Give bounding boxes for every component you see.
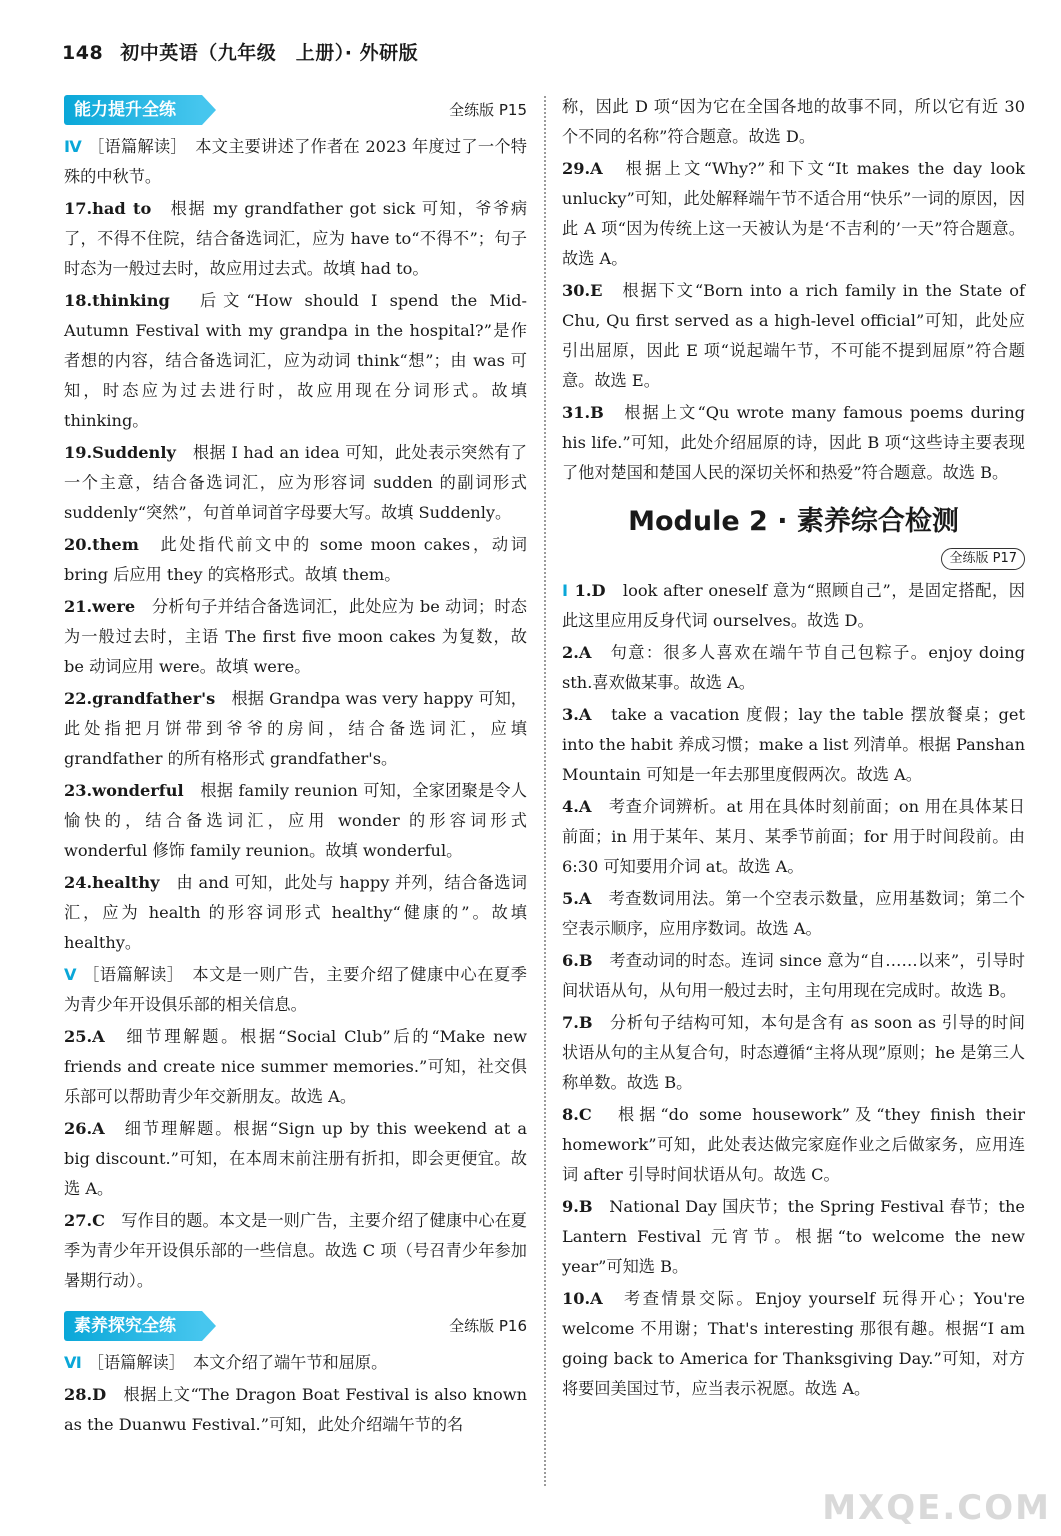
passage-summary: Ⅴ ［语篇解读］ 本文是一则广告，主要介绍了健康中心在夏季为青少年开设俱乐部的相关信息。 <box>64 965 527 1014</box>
column-divider <box>544 96 546 1486</box>
answer-item: 18.thinking 后文“How should I spend the Mid-Autumn Festival with my grandpa in the hospital?”是作者想的内容，结合备选词汇，应为动词 think“想”；由 was 可知，时态应为过去进行时，故应用现在分词形式。故填 thinking。 <box>64 291 527 430</box>
answer-item: 23.wonderful 根据 family reunion 可知，全家团聚是令人愉快的，结合备选词汇，应用 wonder 的形容词形式 wonderful 修饰 family reunion。故填 wonderful。 <box>64 781 527 860</box>
answer-item: 20.them 此处指代前文中的 some moon cakes，动词 bring 后应用 they 的宾格形式。故填 them。 <box>64 535 527 584</box>
section-ref: 全练版 P16 <box>449 1317 527 1335</box>
section-banner: 能力提升全练 <box>64 95 202 125</box>
answer-item: 30.E 根据下文“Born into a rich family in the State of Chu, Qu first served as a high-level official”可知，此处应引出屈原，因此 E 项“说起端午节，不可能不提到屈原”符合题意。故选 E。 <box>562 281 1025 390</box>
answer-item: 22.grandfather's 根据 Grandpa was very happy 可知，此处指把月饼带到爷爷的房间，结合备选词汇，应填 grandfather 的所有格形式 grandfather's。 <box>64 689 527 768</box>
book-title: 初中英语（九年级 上册）· 外研版 <box>120 42 419 64</box>
answer-item: 3.A take a vacation 度假；lay the table 摆放餐桌；get into the habit 养成习惯；make a list 列清单。根据 Panshan Mountain 可知是一年去那里度假两次。故选 A。 <box>562 705 1025 784</box>
section-banner: 素养探究全练 <box>64 1311 202 1341</box>
module-title: Module 2 · 素养综合检测 <box>628 506 959 537</box>
answer-item-continued: 称，因此 D 项“因为它在全国各地的故事不同，所以它有近 30 个不同的名称”符合题意。故选 D。 <box>562 97 1025 146</box>
banner-row-2 <box>64 1308 527 1344</box>
page-header <box>62 38 418 65</box>
answer-item: 26.A 细节理解题。根据“Sign up by this weekend at a big discount.”可知，在本周末前注册有折扣，即会更便宜。故选 A。 <box>64 1119 527 1198</box>
module-ref: 全练版 P17 <box>562 542 1025 572</box>
section-numeral: Ⅰ <box>562 581 569 600</box>
right-column <box>562 92 1025 1406</box>
answer-item: 6.B 考查动词的时态。连词 since 意为“自……以来”，引导时间状语从句，从句用一般过去时，主句用现在完成时。故选 B。 <box>562 951 1025 1000</box>
answer-item: 28.D 根据上文“The Dragon Boat Festival is also known as the Duanwu Festival.”可知，此处介绍端午节的名 <box>64 1385 527 1434</box>
answer-item: 24.healthy 由 and 可知，此处与 happy 并列，结合备选词汇，应为 health 的形容词形式 healthy“健康的”。故填 healthy。 <box>64 873 527 952</box>
section-ref: 全练版 P15 <box>449 101 527 119</box>
page-number: 148 <box>62 42 104 64</box>
answer-item: 10.A 考查情景交际。Enjoy yourself 玩得开心；You're welcome 不用谢；That's interesting 那很有趣。根据“I am going back to America for Thanksgiving Day.”可知，对方将要回美国过节，应当表示祝愿。故选 A。 <box>562 1289 1025 1398</box>
passage-summary: Ⅳ ［语篇解读］ 本文主要讲述了作者在 2023 年度过了一个特殊的中秋节。 <box>64 137 527 186</box>
answer-item: 19.Suddenly 根据 I had an idea 可知，此处表示突然有了一个主意，结合备选词汇，应为形容词 sudden 的副词形式 suddenly“突然”，句首单词首字母要大写。故填 Suddenly。 <box>64 443 527 522</box>
answer-item: 25.A 细节理解题。根据“Social Club”后的“Make new friends and create nice summer memories.”可知，社交俱乐部可以帮助青少年交新朋友。故选 A。 <box>64 1027 527 1106</box>
answer-item: 8.C 根据“do some housework”及“they finish their homework”可知，此处表达做完家庭作业之后做家务，应用连词 after 引导时间状语从句。故选 C。 <box>562 1105 1025 1184</box>
answer-item: 4.A 考查介词辨析。at 用在具体时刻前面；on 用在具体某日前面；in 用于某年、某月、某季节前面；for 用于时间段前。由 6:30 可知要用介词 at。故选 A。 <box>562 797 1025 876</box>
answer-item: 21.were 分析句子并结合备选词汇，此处应为 be 动词；时态为一般过去时，主语 The first five moon cakes 为复数，故 be 动词应用 were。故填 were。 <box>64 597 527 676</box>
answer-item: Ⅰ 1.D look after oneself 意为“照顾自己”，是固定搭配，因此这里应用反身代词 ourselves。故选 D。 <box>562 581 1025 630</box>
answer-item: 27.C 写作目的题。本文是一则广告，主要介绍了健康中心在夏季为青少年开设俱乐部的一些信息。故选 C 项（号召青少年参加暑期行动）。 <box>64 1211 527 1290</box>
section-numeral: Ⅳ <box>64 137 83 156</box>
section-numeral: Ⅴ <box>64 965 78 984</box>
answer-item: 2.A 句意：很多人喜欢在端午节自己包粽子。enjoy doing sth.喜欢做某事。故选 A。 <box>562 643 1025 692</box>
answer-item: 7.B 分析句子结构可知，本句是含有 as soon as 引导的时间状语从句的主从复合句，时态遵循“主将从现”原则；he 是第三人称单数。故选 B。 <box>562 1013 1025 1092</box>
answer-item: 17.had to 根据 my grandfather got sick 可知，爷爷病了，不得不住院，结合备选词汇，应为 have to“不得不”；句子时态为一般过去时，故应用过去式。故填 had to。 <box>64 199 528 278</box>
answer-item: 5.A 考查数词用法。第一个空表示数量，应用基数词；第二个空表示顺序，应用序数词。故选 A。 <box>562 889 1025 938</box>
passage-summary: Ⅵ ［语篇解读］ 本文介绍了端午节和屈原。 <box>64 1353 388 1372</box>
section-numeral: Ⅵ <box>64 1353 82 1372</box>
answer-item: 29.A 根据上文“Why?”和下文“It makes the day look unlucky”可知，此处解释端午节不适合用“快乐”一词的原因，因此 A 项“因为传统上这一天被认为是‘不吉利的’一天”符合题意。故选 A。 <box>562 159 1025 268</box>
watermark: MXQE.COM <box>822 1488 1051 1528</box>
left-column <box>64 92 527 1442</box>
banner-row-1 <box>64 92 527 128</box>
answer-item: 9.B National Day 国庆节；the Spring Festival 春节；the Lantern Festival 元宵节。根据“to welcome the new year”可知选 B。 <box>562 1197 1025 1276</box>
answer-item: 31.B 根据上文“Qu wrote many famous poems during his life.”可知，此处介绍屈原的诗，因此 B 项“这些诗主要表现了他对楚国和楚国人民的深切关怀和热爱”符合题意。故选 B。 <box>562 403 1025 482</box>
